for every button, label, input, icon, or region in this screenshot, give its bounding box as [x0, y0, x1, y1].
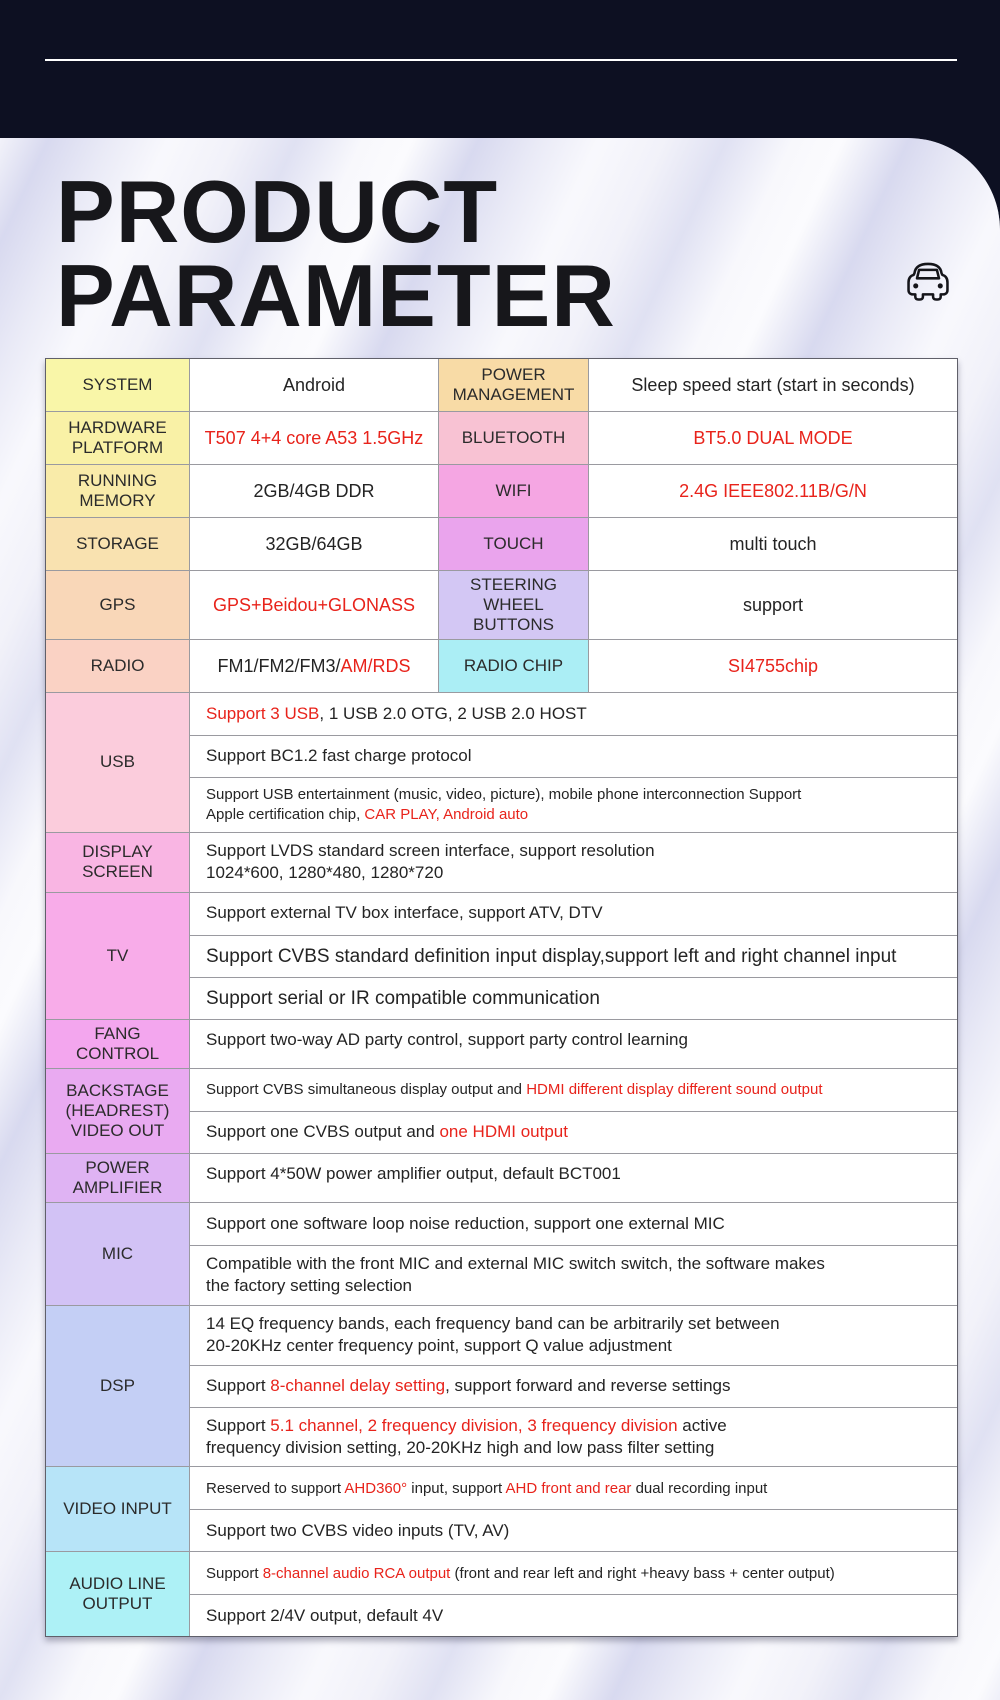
spec-text: Support one software loop noise reduction, support one external MIC: [206, 1213, 725, 1233]
spec-text: 20-20KHz center frequency point, support Q value adjustment: [206, 1336, 672, 1356]
highlighted-spec-text: SI4755chip: [727, 655, 819, 676]
spec-value-row: [190, 1509, 957, 1551]
spec-text: 1024*600, 1280*480, 1280*720: [206, 863, 444, 883]
spec-value-line: [206, 902, 941, 924]
spec-group-rows: [190, 1069, 957, 1153]
spec-value-row: [190, 777, 957, 832]
spec-value-line: [206, 1121, 941, 1143]
spec-text: Support: [206, 1564, 263, 1582]
spec-group-rows: [190, 1552, 957, 1636]
spec-category-cell: RADIO: [46, 640, 190, 692]
spec-value-cell: [589, 359, 957, 411]
spec-category-cell: RADIO CHIP: [439, 640, 589, 692]
spec-text: dual recording input: [631, 1479, 768, 1497]
spec-text: Support CVBS simultaneous display output and: [206, 1080, 527, 1098]
spec-value-cell: [589, 640, 957, 692]
highlighted-spec-text: 8-channel audio RCA output: [262, 1564, 451, 1582]
spec-value-line: [206, 1335, 941, 1357]
spec-row: [46, 464, 957, 517]
spec-row: [46, 570, 957, 639]
spec-value-line: [206, 1313, 941, 1335]
spec-value-line: [206, 840, 941, 862]
spec-value-row: [190, 1467, 957, 1509]
spec-category-cell: SYSTEM: [46, 359, 190, 411]
spec-text: Compatible with the front MIC and external MIC switch switch, the software makes: [206, 1253, 825, 1273]
spec-value-cell: [589, 518, 957, 570]
spec-value-row: [190, 1594, 957, 1636]
spec-value-line: [206, 1415, 941, 1437]
spec-category-cell: WIFI: [439, 465, 589, 517]
spec-category-cell: DISPLAY SCREEN: [46, 833, 190, 892]
spec-value-row: [190, 1306, 957, 1365]
spec-group: [46, 832, 957, 892]
spec-text: Support CVBS standard definition input display,support left and right channel input: [206, 945, 897, 967]
highlighted-spec-text: Support 3 USB: [206, 703, 320, 723]
spec-group-rows: [190, 893, 957, 1019]
spec-text: support: [742, 594, 804, 615]
highlighted-spec-text: GPS+Beidou+GLONASS: [212, 594, 416, 615]
spec-value-row: [190, 1552, 957, 1594]
spec-value-line: [206, 1163, 941, 1185]
spec-group-rows: [190, 1467, 957, 1551]
spec-value-row: [190, 1365, 957, 1407]
spec-row: [46, 517, 957, 570]
spec-text: Support serial or IR compatible communication: [206, 987, 600, 1009]
spec-text: FM1/FM2/FM3/: [217, 655, 341, 676]
spec-text: Support 2/4V output, default 4V: [206, 1605, 444, 1625]
spec-value-line: [206, 1275, 941, 1297]
spec-text: Support two-way AD party control, support party control learning: [206, 1030, 688, 1050]
spec-value-line: [206, 1605, 941, 1627]
spec-value-line: [206, 1213, 941, 1235]
spec-value-cell: [190, 465, 439, 517]
spec-value-line: [206, 986, 941, 1011]
spec-group: [46, 892, 957, 1019]
spec-group-rows: [190, 1020, 957, 1068]
spec-value-cell: [589, 465, 957, 517]
spec-value-cell: [190, 518, 439, 570]
spec-value-line: [206, 1080, 941, 1100]
spec-text: active: [677, 1415, 727, 1435]
spec-group: [46, 1019, 957, 1068]
spec-category-cell: MIC: [46, 1203, 190, 1305]
spec-value-cell: [190, 571, 439, 639]
spec-category-cell: STEERING WHEEL BUTTONS: [439, 571, 589, 639]
spec-value-line: [206, 745, 941, 767]
spec-text: Apple certification chip,: [206, 805, 365, 823]
spec-value-row: [190, 1407, 957, 1467]
spec-row: [46, 639, 957, 692]
spec-value-row: [190, 1111, 957, 1153]
spec-text: Support LVDS standard screen interface, support resolution: [206, 840, 655, 860]
spec-category-cell: HARDWARE PLATFORM: [46, 412, 190, 464]
spec-value-row: [190, 1069, 957, 1111]
spec-table: [45, 358, 958, 1637]
spec-text: Support USB entertainment (music, video, picture), mobile phone interconnection Support: [206, 786, 802, 804]
spec-group: [46, 1153, 957, 1202]
spec-value-row: [190, 893, 957, 935]
spec-text: Support external TV box interface, support ATV, DTV: [206, 903, 603, 923]
spec-value-row: [190, 735, 957, 777]
spec-text: multi touch: [729, 533, 817, 554]
spec-text: frequency division setting, 20-20KHz high and low pass filter setting: [206, 1437, 715, 1457]
spec-category-cell: RUNNING MEMORY: [46, 465, 190, 517]
highlighted-spec-text: 8-channel delay setting: [270, 1375, 446, 1395]
highlighted-spec-text: 2.4G IEEE802.11B/G/N: [679, 480, 867, 501]
spec-value-line: [206, 1029, 941, 1051]
spec-value-line: [206, 1375, 941, 1397]
spec-category-cell: VIDEO INPUT: [46, 1467, 190, 1551]
highlighted-spec-text: AM/RDS: [340, 655, 411, 676]
spec-text: Sleep speed start (start in seconds): [631, 374, 915, 395]
spec-text: Support one CVBS output and: [206, 1121, 440, 1141]
car-icon: [906, 259, 950, 301]
page-title-line2: PARAMETER: [56, 245, 616, 345]
spec-category-cell: AUDIO LINE OUTPUT: [46, 1552, 190, 1636]
spec-text: the factory setting selection: [206, 1276, 413, 1296]
spec-value-cell: [190, 359, 439, 411]
spec-value-line: [206, 805, 941, 825]
spec-group: [46, 1305, 957, 1467]
spec-text: input, support: [407, 1479, 506, 1497]
spec-value-row: [190, 977, 957, 1019]
spec-value-line: [206, 862, 941, 884]
spec-category-cell: FANG CONTROL: [46, 1020, 190, 1068]
spec-group: [46, 692, 957, 832]
spec-category-cell: POWER AMPLIFIER: [46, 1154, 190, 1202]
spec-value-row: [190, 1245, 957, 1305]
spec-category-cell: TV: [46, 893, 190, 1019]
highlighted-spec-text: HDMI different display different sound output: [526, 1080, 823, 1098]
spec-value-row: [190, 1154, 957, 1196]
spec-category-cell: USB: [46, 693, 190, 832]
spec-value-line: [206, 1253, 941, 1275]
highlighted-spec-text: CAR PLAY, Android auto: [364, 805, 529, 823]
spec-category-cell: POWER MANAGEMENT: [439, 359, 589, 411]
highlighted-spec-text: AHD360°: [344, 1479, 408, 1497]
spec-group-rows: [190, 1203, 957, 1305]
spec-text: , support forward and reverse settings: [445, 1375, 731, 1395]
spec-category-cell: STORAGE: [46, 518, 190, 570]
spec-value-line: [206, 1564, 941, 1584]
spec-value-cell: [589, 412, 957, 464]
spec-value-cell: [589, 571, 957, 639]
highlighted-spec-text: one HDMI output: [439, 1121, 568, 1141]
spec-row: [46, 411, 957, 464]
spec-text: Support: [206, 1375, 271, 1395]
spec-text: Support 4*50W power amplifier output, default BCT001: [206, 1164, 621, 1184]
page-title-line1: PRODUCT: [56, 162, 499, 261]
spec-category-cell: BLUETOOTH: [439, 412, 589, 464]
spec-category-cell: DSP: [46, 1306, 190, 1467]
spec-category-cell: BACKSTAGE (HEADREST) VIDEO OUT: [46, 1069, 190, 1153]
spec-value-row: [190, 1203, 957, 1245]
spec-value-line: [206, 1479, 941, 1499]
spec-row: [46, 359, 957, 411]
spec-group: [46, 1068, 957, 1153]
highlighted-spec-text: BT5.0 DUAL MODE: [693, 427, 853, 448]
spec-value-line: [206, 944, 941, 969]
header-divider-line: [45, 59, 957, 61]
spec-group: [46, 1202, 957, 1305]
spec-text: (front and rear left and right +heavy bass + center output): [450, 1564, 835, 1582]
spec-text: , 1 USB 2.0 OTG, 2 USB 2.0 HOST: [319, 703, 587, 723]
spec-value-line: [206, 785, 941, 805]
spec-category-cell: TOUCH: [439, 518, 589, 570]
spec-text: 2GB/4GB DDR: [253, 480, 375, 501]
spec-group-rows: [190, 833, 957, 892]
spec-group: [46, 1551, 957, 1636]
spec-value-line: [206, 1520, 941, 1542]
spec-group: [46, 1466, 957, 1551]
spec-value-cell: [190, 640, 439, 692]
spec-text: 14 EQ frequency bands, each frequency band can be arbitrarily set between: [206, 1313, 780, 1333]
spec-text: Support: [206, 1415, 271, 1435]
spec-text: Support BC1.2 fast charge protocol: [206, 746, 472, 766]
spec-text: Reserved to support: [206, 1479, 345, 1497]
spec-value-row: [190, 693, 957, 735]
spec-value-cell: [190, 412, 439, 464]
spec-group-rows: [190, 693, 957, 832]
page-title: [56, 162, 616, 345]
spec-value-row: [190, 833, 957, 892]
spec-text: 32GB/64GB: [265, 533, 363, 554]
spec-value-row: [190, 935, 957, 977]
highlighted-spec-text: AHD front and rear: [505, 1479, 632, 1497]
highlighted-spec-text: T507 4+4 core A53 1.5GHz: [204, 427, 424, 448]
spec-value-line: [206, 703, 941, 725]
spec-category-cell: GPS: [46, 571, 190, 639]
spec-text: Android: [282, 374, 346, 395]
spec-value-row: [190, 1020, 957, 1062]
spec-value-line: [206, 1437, 941, 1459]
highlighted-spec-text: 5.1 channel, 2 frequency division, 3 frequency division: [270, 1415, 678, 1435]
spec-group-rows: [190, 1306, 957, 1467]
spec-group-rows: [190, 1154, 957, 1202]
content-card: [0, 138, 1000, 1700]
spec-text: Support two CVBS video inputs (TV, AV): [206, 1520, 510, 1540]
